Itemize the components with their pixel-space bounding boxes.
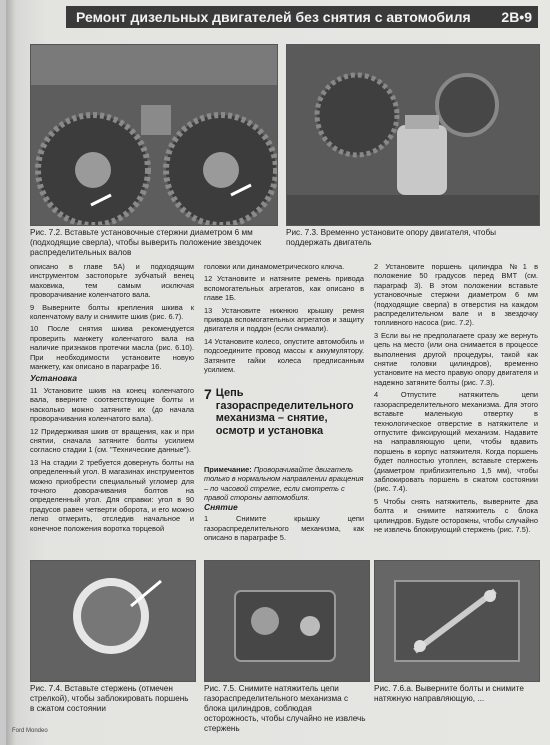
subheading-removal: Снятие [204,502,238,512]
photo-fig-7-3 [286,44,540,226]
photo-fig-7-2 [30,44,278,226]
paragraph: 11 Установите шкив на конец коленчатого вала, вверните соответствующие болты и насколько можно затяните их (до начала проворачивания коленчатого вала). [30,385,194,424]
engine-sprockets-image [31,45,277,225]
paragraph: 1 Снимите крышку цепи газораспределительного механизма, как описано в параграфе 5. [204,514,364,543]
text-column-right [374,262,538,537]
section-heading [204,387,364,457]
note-text: Проворачивайте двигатель только в нормальном направлении вращения – по часовой стрелке, если смотреть с правой стороны автомобиля. [204,465,364,503]
paragraph: 13 Установите нижнюю крышку ремня привода вспомогательных агрегатов и защиту двигателя и поддон (если снимали). [204,305,364,334]
paragraph: 14 Установите колесо, опустите автомобиль и подсоедините провод массы к аккумулятору. Затяните гайки колеса предписанным усилием. [204,336,364,375]
caption-fig-7-3: Рис. 7.3. Временно установите опору двигателя, чтобы поддержать двигатель [286,228,497,247]
page-title: Ремонт дизельных двигателей без снятия с автомобиля [76,9,471,25]
page-footer: Ford Mondeo [12,728,48,734]
caption-fig-7-4: Рис. 7.4. Вставьте стержень (отмечен стрелкой), чтобы заблокировать поршень в сжатом состоянии [30,684,189,713]
photo-fig-7-6 [374,560,540,682]
caption-fig-7-6: Рис. 7.6.а. Выверните болты и снимите натяжную направляющую, ... [374,684,524,703]
paragraph: 12 Придерживая шкив от вращения, как и при снятии, сначала затяните болты усилием согласно стадии 1 (см. "Технические данные"). [30,426,194,455]
paragraph: 2 Установите поршень цилиндра №1 в положение 50 градусов перед ВМТ (см. параграф 3). В этом положении вставьте установочные стержни диаметром 6 мм (подходящие сверла) в отверстия на каждом распределительном вале и в звездочку топливного насоса (рис. 7.2). [374,262,538,328]
paragraph: 4 Отпустите натяжитель цепи газораспределительного механизма. Для этого вставьте маленькую отвертку в технологическое отверстие в натяжителе и отпустите фиксирующий механизм. Надавите на направляющую цепи, чтобы вдавить поршень в корпус натяжителя. Когда поршень будет полностью утоплен, вставьте стержень (диаметром приблизительно 1,5 мм), чтобы заблокировать поршень в сжатом состоянии (рис. 7.4). [374,390,538,494]
paragraph: 13 На стадии 2 требуется довернуть болты на определенный угол. В магазинах инструментов можно приобрести специальный угломер для точного доворачивания болтов на определенный угол. Для справки: угол в 90 градусов равен четверти оборота, и его можно легко отмерить, отследив начальное и конечное положения воротка торцевой [30,457,194,533]
tension-guide-image [375,561,539,681]
tensioner-rod-image [31,561,195,681]
paragraph: 10 После снятия шкива рекомендуется проверить манжету коленчатого вала на наличие признаков протечки масла (рис. 6.10). При необходимости установите новую манжету, как описано в параграфе 16. [30,324,194,372]
chain-tensioner-image [205,561,369,681]
section-title: Цепь газораспределительного механизма – снятие, осмотр и установка [215,387,354,437]
manual-page [6,0,550,745]
caption-fig-7-5: Рис. 7.5. Снимите натяжитель цепи газораспределительного механизма с блока цилиндров, соблюдая осторожность, чтобы случайно не извлечь стержень [204,684,366,733]
text-column-left [30,262,194,536]
section-number: 7 [204,386,212,402]
paragraph: 5 Чтобы снять натяжитель, выверните два болта и снимите натяжитель с блока цилиндров. Будьте осторожны, чтобы случайно не извлечь блокирующий стержень (рис. 7.5). [374,496,538,534]
subheading-installation: Установка [30,373,77,384]
note-label: Примечание: [204,465,252,474]
caption-fig-7-2: Рис. 7.2. Вставьте установочные стержни диаметром 6 мм (подходящие сверла), чтобы выверить положение звездочек распределительных валов [30,228,262,257]
photo-fig-7-5 [204,560,370,682]
text-column-middle-2 [204,500,364,546]
paragraph: 3 Если вы не предполагаете сразу же вернуть цепь на место (или она снимается в процессе выполнения другой процедуры, такой как снятие головки цилиндров), временно установите на место правую опору двигателя и надежно затяните болты (рис. 7.3). [374,330,538,387]
page-header [66,6,538,28]
paragraph: 9 Выверните болты крепления шкива к коленчатому валу и снимите шкив (рис. 6.7). [30,302,194,322]
photo-fig-7-4 [30,560,196,682]
paragraph: описано в главе 5А) и подходящим инструментом застопорьте зубчатый венец маховика, тем самым исключая проворачивание коленчатого вала. [30,262,194,300]
paragraph: головки или динамометрического ключа. [204,262,345,271]
text-column-middle [204,262,364,377]
paragraph: 12 Установите и натяните ремень привода вспомогательных агрегатов, как описано в главе 1Б. [204,274,364,303]
page-number: 2B•9 [501,9,532,25]
note-box [204,465,366,503]
engine-mount-image [287,45,539,225]
